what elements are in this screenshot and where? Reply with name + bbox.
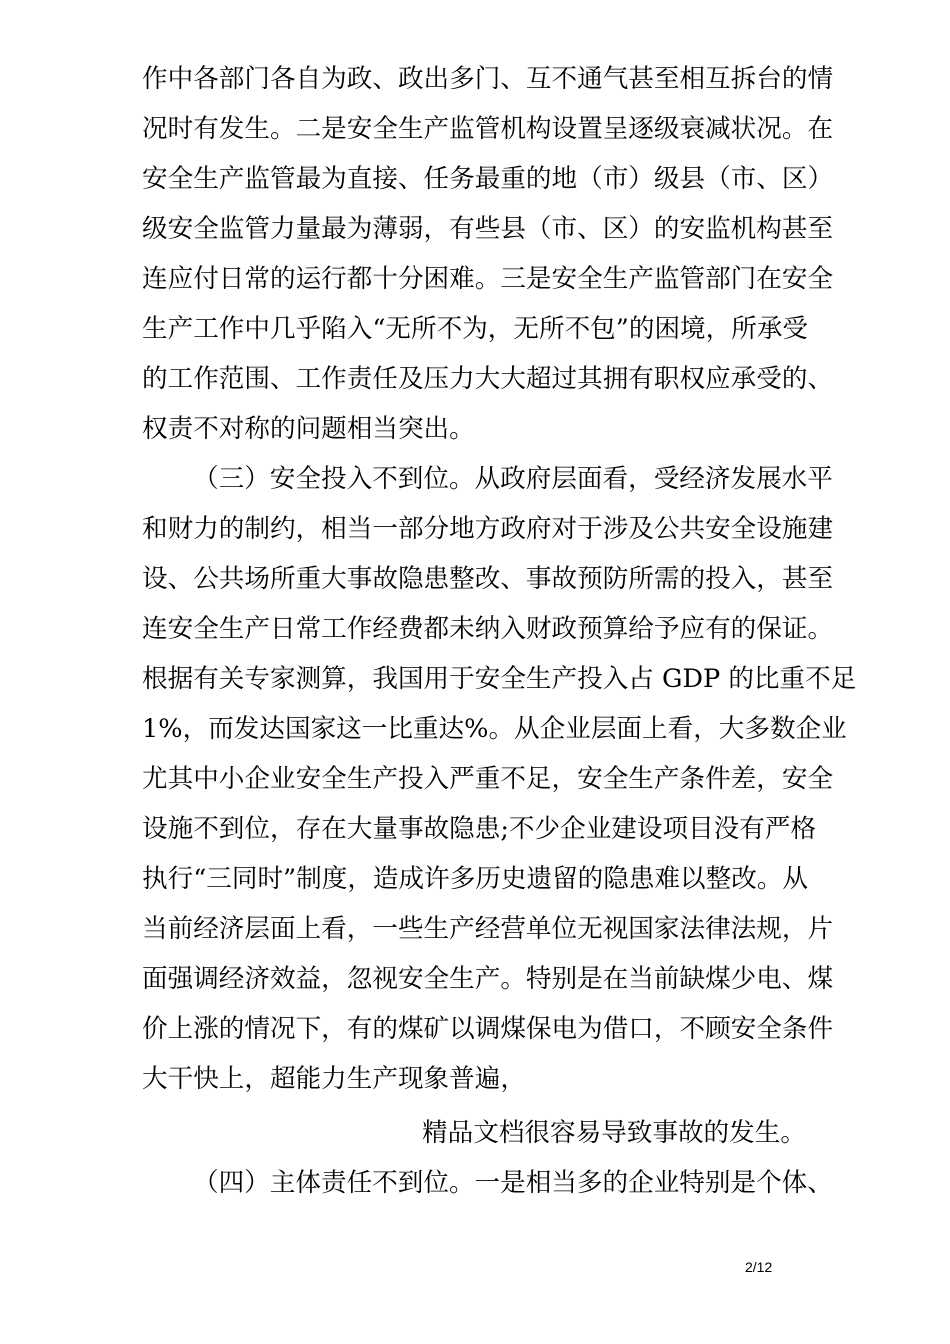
text-line: 连安全生产日常工作经费都未纳入财政预算给予应有的保证。 [142, 614, 834, 644]
text-line: 连应付日常的运行都十分困难。三是安全生产监管部门在安全 [142, 264, 834, 294]
text-line: 生产工作中几乎陷入“无所不为，无所不包”的困境，所承受 [142, 314, 809, 344]
page-number: 2/12 [745, 1259, 773, 1275]
text-line: 价上涨的情况下，有的煤矿以调煤保电为借口，不顾安全条件 [142, 1014, 834, 1044]
text-line: 作中各部门各自为政、政出多门、互不通气甚至相互拆台的情 [142, 64, 834, 94]
text-line: 面强调经济效益，忽视安全生产。特别是在当前缺煤少电、煤 [142, 964, 834, 994]
text-line: 的工作范围、工作责任及压力大大超过其拥有职权应承受的、 [142, 364, 834, 394]
text-line: 设施不到位，存在大量事故隐患;不少企业建设项目没有严格 [142, 814, 817, 844]
text-line: 设、公共场所重大事故隐患整改、事故预防所需的投入，甚至 [142, 564, 834, 594]
text-line: 尤其中小企业安全生产投入严重不足，安全生产条件差，安全 [142, 764, 834, 794]
text-line: 况时有发生。二是安全生产监管机构设置呈逐级衰减状况。在 [142, 114, 834, 144]
text-line: 1%，而发达国家这一比重达%。从企业层面上看，大多数企业 [142, 714, 847, 744]
text-line: 精品文档很容易导致事故的发生。 [422, 1118, 806, 1148]
paragraph-heading: （四）主体责任不到位。一是相当多的企业特别是个体、 [193, 1168, 833, 1198]
text-line: 大干快上，超能力生产现象普遍， [142, 1064, 526, 1094]
paragraph-heading: （三）安全投入不到位。从政府层面看，受经济发展水平 [193, 464, 833, 494]
text-line: 权责不对称的问题相当突出。 [142, 414, 475, 444]
text-line: 执行“三同时”制度，造成许多历史遗留的隐患难以整改。从 [142, 864, 809, 894]
text-line: 级安全监管力量最为薄弱，有些县（市、区）的安监机构甚至 [142, 214, 834, 244]
text-line: 和财力的制约，相当一部分地方政府对于涉及公共安全设施建 [142, 514, 834, 544]
text-line: 根据有关专家测算，我国用于安全生产投入占 GDP 的比重不足 [142, 664, 857, 694]
text-line: 当前经济层面上看，一些生产经营单位无视国家法律法规，片 [142, 914, 834, 944]
text-line: 安全生产监管最为直接、任务最重的地（市）级县（市、区） [142, 164, 834, 194]
